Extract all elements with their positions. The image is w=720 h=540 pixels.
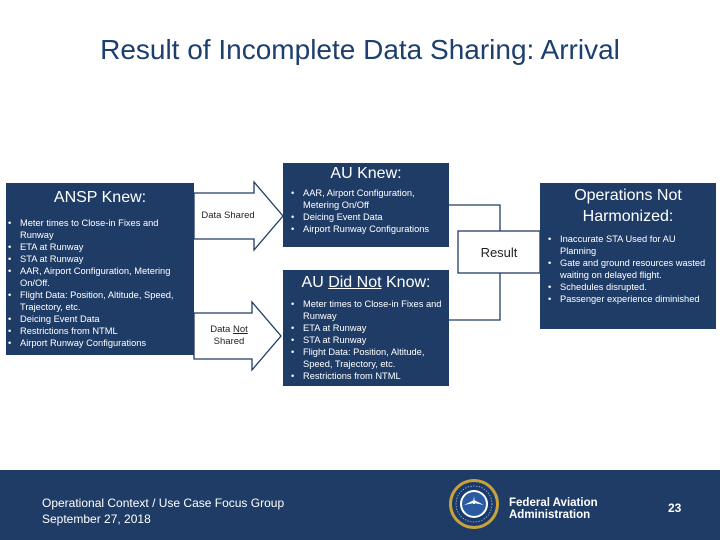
list-item: • STA at Runway <box>6 253 190 265</box>
data-not-shared-label <box>196 324 262 348</box>
ansp-knew-box <box>6 183 194 355</box>
list-item: • Passenger experience diminished <box>546 293 712 305</box>
slide-title: Result of Incomplete Data Sharing: Arrival <box>100 34 620 65</box>
au-knew-box <box>283 163 449 247</box>
au-knew-list <box>283 187 449 235</box>
ansp-knew-list <box>6 217 194 349</box>
list-item: • Airport Runway Configurations <box>289 223 447 235</box>
heading-underlined: Did Not <box>328 274 382 291</box>
list-item: • Meter times to Close-in Fixes and Runway <box>6 217 190 241</box>
list-item: • Restrictions from NTML <box>289 370 447 382</box>
page-number: 23 <box>668 501 682 515</box>
au-knew-connector <box>449 205 500 231</box>
au-not-know-connector <box>449 273 500 320</box>
list-item: • AAR, Airport Configuration, Metering On/Off. <box>6 265 190 289</box>
data-not-shared-prefix: Data <box>210 324 233 335</box>
list-item: • AAR, Airport Configuration, Metering On/Off <box>289 187 447 211</box>
list-item: • Flight Data: Position, Altitude, Speed, Trajectory, etc. <box>289 346 447 370</box>
data-not-shared-suffix: Shared <box>213 336 245 347</box>
list-item: • STA at Runway <box>289 334 447 346</box>
list-item: • ETA at Runway <box>6 241 190 253</box>
operations-not-harmonized-box <box>540 183 716 329</box>
ansp-knew-heading: ANSP Knew: <box>53 189 147 206</box>
list-item: • Deicing Event Data <box>6 313 190 325</box>
list-item: • Airport Runway Configurations <box>6 337 190 349</box>
faa-agency-name <box>509 497 598 521</box>
au-knew-heading: AU Knew: <box>330 165 402 182</box>
agency-line-1: Federal Aviation <box>509 497 598 509</box>
footer-event: Operational Context / Use Case Focus Group <box>42 496 285 510</box>
list-item: • Restrictions from NTML <box>6 325 190 337</box>
list-item: • Flight Data: Position, Altitude, Speed, Trajectory, etc. <box>6 289 190 313</box>
list-item: • Gate and ground resources wasted waiting on delayed flight. <box>546 257 712 281</box>
footer-date: September 27, 2018 <box>42 512 151 526</box>
agency-line-2: Administration <box>509 509 591 521</box>
result-label: Result <box>480 244 518 260</box>
list-item: • Meter times to Close-in Fixes and Runway <box>289 298 447 322</box>
data-not-shared-underlined: Not <box>232 324 248 335</box>
operations-heading: Operations Not Harmonized: <box>574 187 682 225</box>
list-item: • Inaccurate STA Used for AU Planning <box>546 233 712 257</box>
heading-prefix: AU <box>301 274 329 291</box>
heading-suffix: Know: <box>381 274 431 291</box>
list-item: • ETA at Runway <box>289 322 447 334</box>
faa-seal-logo <box>448 478 500 530</box>
operations-list <box>540 233 716 305</box>
list-item: • Schedules disrupted. <box>546 281 712 293</box>
au-did-not-know-box <box>283 270 449 386</box>
list-item: • Deicing Event Data <box>289 211 447 223</box>
data-shared-label: Data Shared <box>201 210 255 221</box>
au-did-not-know-list <box>283 298 449 382</box>
au-did-not-know-heading <box>283 274 449 292</box>
